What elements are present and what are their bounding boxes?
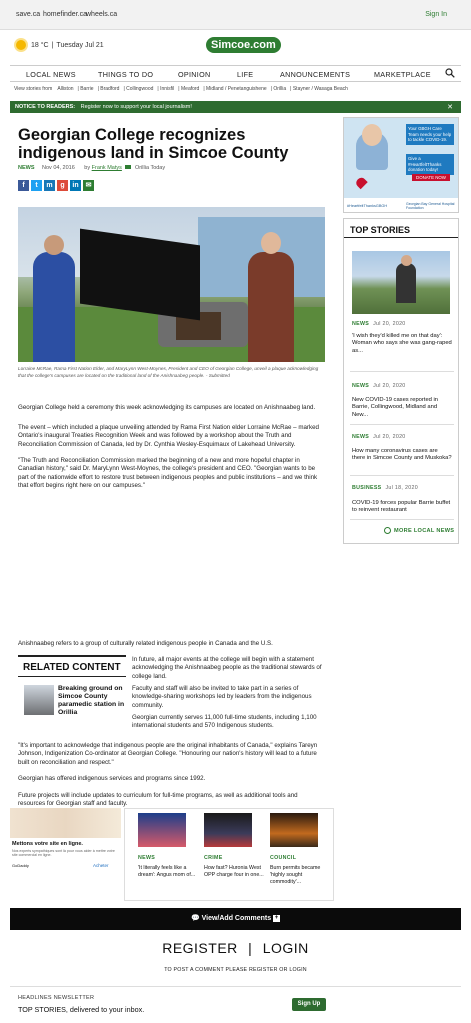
photo-caption: Lorraine McRae, Rama First Nation Elder, and MaryLynn West-Moynes, President and CEO of Georgian College, unveil a plaque acknowledging that the college's campuses are located on the traditional land of the Anishnaabeg people. - Submitted xyxy=(18,366,319,378)
place-link[interactable]: Innisfil xyxy=(160,86,175,92)
nav-life[interactable]: LIFE xyxy=(237,70,254,79)
related-thumbnail[interactable] xyxy=(24,685,54,715)
sun-icon xyxy=(16,40,26,50)
article-paragraph: Georgian currently serves 11,000 full-time students, including 1,100 international students and 570 Indigenous students. xyxy=(132,714,317,730)
article-paragraph: Georgian has offered indigenous services and programs since 1992. xyxy=(18,775,206,782)
notice-label: NOTICE TO READERS: xyxy=(15,104,76,110)
twitter-icon[interactable]: t xyxy=(31,180,42,191)
place-link[interactable]: Alliston xyxy=(57,86,74,92)
article-paragraph: Faculty and staff will also be invited to take part in a series of knowledge-sharing workshops led by leaders from the indigenous community. xyxy=(132,685,312,709)
related-content-heading: RELATED CONTENT xyxy=(18,655,126,677)
story-category: NEWS Jul 20, 2020 xyxy=(352,321,406,327)
byline-prefix: by xyxy=(84,165,91,171)
bottom-advertisement[interactable] xyxy=(10,808,121,870)
sign-in-link[interactable]: Sign In xyxy=(425,11,447,18)
place-link[interactable]: Orillia xyxy=(273,86,287,92)
link-wheels[interactable]: wheels.ca xyxy=(86,11,118,18)
place-link[interactable]: Meaford xyxy=(181,86,200,92)
site-logo[interactable] xyxy=(206,36,282,54)
temperature: 18 °C xyxy=(31,41,49,49)
main-nav xyxy=(10,65,461,82)
linkedin-icon[interactable]: in xyxy=(70,180,81,191)
search-icon[interactable] xyxy=(445,68,455,78)
ad-cta[interactable]: Acheter xyxy=(93,863,109,868)
login-link[interactable]: LOGIN xyxy=(262,940,309,956)
donate-button[interactable]: DONATE NOW xyxy=(412,174,450,181)
close-icon[interactable]: ✕ xyxy=(447,104,453,111)
top-story-image[interactable] xyxy=(352,251,450,314)
place-link[interactable]: Collingwood xyxy=(126,86,154,92)
share-bar xyxy=(18,180,94,191)
strip-category: CRIME xyxy=(204,855,223,861)
top-utility-bar xyxy=(0,0,471,30)
top-stories-panel xyxy=(343,218,459,544)
article-paragraph: "The Truth and Reconciliation Commission marked the beginning of a new and more hopeful chapter in Canadian history," said Dr. MaryLynn West-Moynes, the college's president and CEO. "Georgian wants to be part of the nationwide effort to restore trust between indigenous peoples and public institutions – and we think that effort begins right here on our campuses." xyxy=(18,457,318,489)
side-advertisement[interactable] xyxy=(343,117,459,213)
related-link[interactable]: Breaking ground on Simcoe County paramedic station in Orillia xyxy=(58,685,125,716)
place-link[interactable]: Stayner / Wasaga Beach xyxy=(292,86,348,92)
strip-headline[interactable]: How fast? Huronia West OPP charge four in one... xyxy=(204,865,264,878)
story-category: NEWS Jul 20, 2020 xyxy=(352,383,406,389)
author-link[interactable]: Frank Matys xyxy=(91,165,122,171)
ad-title: Mettons votre site en ligne. xyxy=(12,841,83,847)
article-photo xyxy=(18,207,325,362)
nav-announcements[interactable]: ANNOUNCEMENTS xyxy=(280,70,351,79)
article-paragraph: Anishnaabeg refers to a group of culturally related indigenous people in Canada and the U.S. xyxy=(18,640,273,647)
email-icon[interactable] xyxy=(125,165,131,169)
weather-widget: 18 °C | Tuesday Jul 21 xyxy=(16,40,104,50)
stories-from-label: View stories from xyxy=(14,86,53,92)
story-headline[interactable]: How many coronavirus cases are there in Simcoe County and Muskoka? xyxy=(352,448,452,462)
place-link[interactable]: Midland / Penetanguishene xyxy=(206,86,267,92)
nav-marketplace[interactable]: MARKETPLACE xyxy=(374,70,431,79)
newsletter-label: HEADLINES NEWSLETTER xyxy=(18,995,95,1001)
strip-headline[interactable]: 'It literally feels like a dream': Angus mom of... xyxy=(138,865,196,878)
messenger-icon[interactable]: m xyxy=(44,180,55,191)
newsletter-text: TOP STORIES, delivered to your inbox. xyxy=(18,1005,145,1014)
place-link[interactable]: Bradford xyxy=(100,86,120,92)
comment-icon: 💬 xyxy=(190,915,200,922)
article-paragraph: Georgian College held a ceremony this week acknowledging its campuses are located on Anishnaabeg land. xyxy=(18,404,316,411)
arrow-right-icon xyxy=(384,527,391,534)
strip-category: COUNCIL xyxy=(270,855,297,861)
strip-item[interactable] xyxy=(197,813,264,879)
story-headline[interactable]: 'I wish they'd killed me on that day': Woman who says she was gang-raped as... xyxy=(352,333,452,354)
nav-things-to-do[interactable]: THINGS TO DO xyxy=(98,70,154,79)
email-share-icon[interactable]: ✉ xyxy=(83,180,94,191)
article-paragraph: In future, all major events at the college will begin with a statement acknowledging the Anishnaabeg people as the traditional stewards of college land. xyxy=(132,656,322,680)
plus-icon: + xyxy=(274,914,279,921)
article-category[interactable]: NEWS xyxy=(18,165,35,171)
story-headline[interactable]: New COVID-19 cases reported in Barrie, Collingwood, Midland and New... xyxy=(352,397,439,418)
nav-opinion[interactable]: OPINION xyxy=(178,70,211,79)
link-homefinder[interactable]: homefinder.ca xyxy=(43,11,87,18)
ad-text: Nos experts sympathiques sont là pour vous aider à mettre votre site commercial en ligne. xyxy=(12,849,115,858)
heart-icon xyxy=(354,176,367,189)
ad-hashtag: #HeartfeltThanksGBGH xyxy=(347,204,388,208)
story-category: NEWS Jul 20, 2020 xyxy=(352,434,406,440)
register-login: REGISTER | LOGIN xyxy=(162,940,309,956)
more-local-news-link[interactable]: MORE LOCAL NEWS xyxy=(384,527,454,534)
strip-item[interactable] xyxy=(263,813,325,885)
story-category: BUSINESS Jul 18, 2020 xyxy=(352,485,418,491)
article-paragraph: The event – which included a plaque unveiling attended by Rama First Nation elder Lorraine McRae – marked Ontario's inaugural Treaties Recognition Week and was followed by a workshop about the Truth and Reconciliation Commission of Canada, led by Dr. Cynthia Wesley-Esquimaux of Lakehead University. xyxy=(18,424,319,448)
stories-from-bar: View stories from Alliston | Barrie | Bradford | Collingwood | Innisfil | Meaford | Midland / Penetanguishene | Orillia | Stayner / Wasaga Beach xyxy=(14,86,348,92)
article-paragraph: Future projects will include updates to curriculum for full-time programs, as well as additional tools and resources for Georgian staff and faculty. xyxy=(18,792,298,808)
facebook-icon[interactable]: f xyxy=(18,180,29,191)
notice-banner[interactable] xyxy=(10,101,461,113)
strip-item[interactable] xyxy=(131,813,196,879)
top-stories-title: TOP STORIES xyxy=(350,225,411,235)
story-headline[interactable]: COVID-19 forces popular Barrie buffet to reinvent restaurant xyxy=(352,500,451,514)
logo-text: Simcoe.com xyxy=(206,37,281,53)
current-date: Tuesday Jul 21 xyxy=(56,41,104,49)
nav-local-news[interactable]: LOCAL NEWS xyxy=(26,70,76,79)
article-meta xyxy=(18,165,165,171)
article-paragraph: "It's important to acknowledge that indigenous people are the original inhabitants of Canada," explains Tareyn Johnson, Indigenization Co-ordinator at Georgian College. "Honouring our nation's history will lead to a future built on reconciliation and respect." xyxy=(18,742,318,766)
ad-line-2: Give a #HeartfeltThanks donation today! xyxy=(406,154,454,175)
article-title: Georgian College recognizes indigenous land in Simcoe County xyxy=(18,126,289,162)
link-save-ca[interactable]: save.ca xyxy=(16,11,41,18)
view-add-comments-button[interactable]: 💬 View/Add Comments + xyxy=(10,908,461,930)
strip-headline[interactable]: Burn permits became 'highly sought commodity'... xyxy=(270,865,321,885)
ad-brand: GoDaddy xyxy=(12,863,29,868)
article-source: Orillia Today xyxy=(134,165,166,171)
strip-category: NEWS xyxy=(138,855,156,861)
notice-text[interactable]: Register now to support your local journalism! xyxy=(80,104,192,110)
related-strip xyxy=(124,808,334,901)
google-plus-icon[interactable]: g xyxy=(57,180,68,191)
ad-line-1: Your GBGH Care Team needs your help to tackle COVID-19. xyxy=(406,124,454,145)
ad-org: Georgian Bay General Hospital Foundation xyxy=(406,202,455,210)
register-link[interactable]: REGISTER xyxy=(162,940,238,956)
comment-note: TO POST A COMMENT PLEASE REGISTER OR LOGIN xyxy=(164,967,307,973)
article-date: Nov 04, 2016 xyxy=(42,165,75,171)
sign-up-button[interactable]: Sign Up xyxy=(292,998,326,1011)
place-link[interactable]: Barrie xyxy=(80,86,94,92)
